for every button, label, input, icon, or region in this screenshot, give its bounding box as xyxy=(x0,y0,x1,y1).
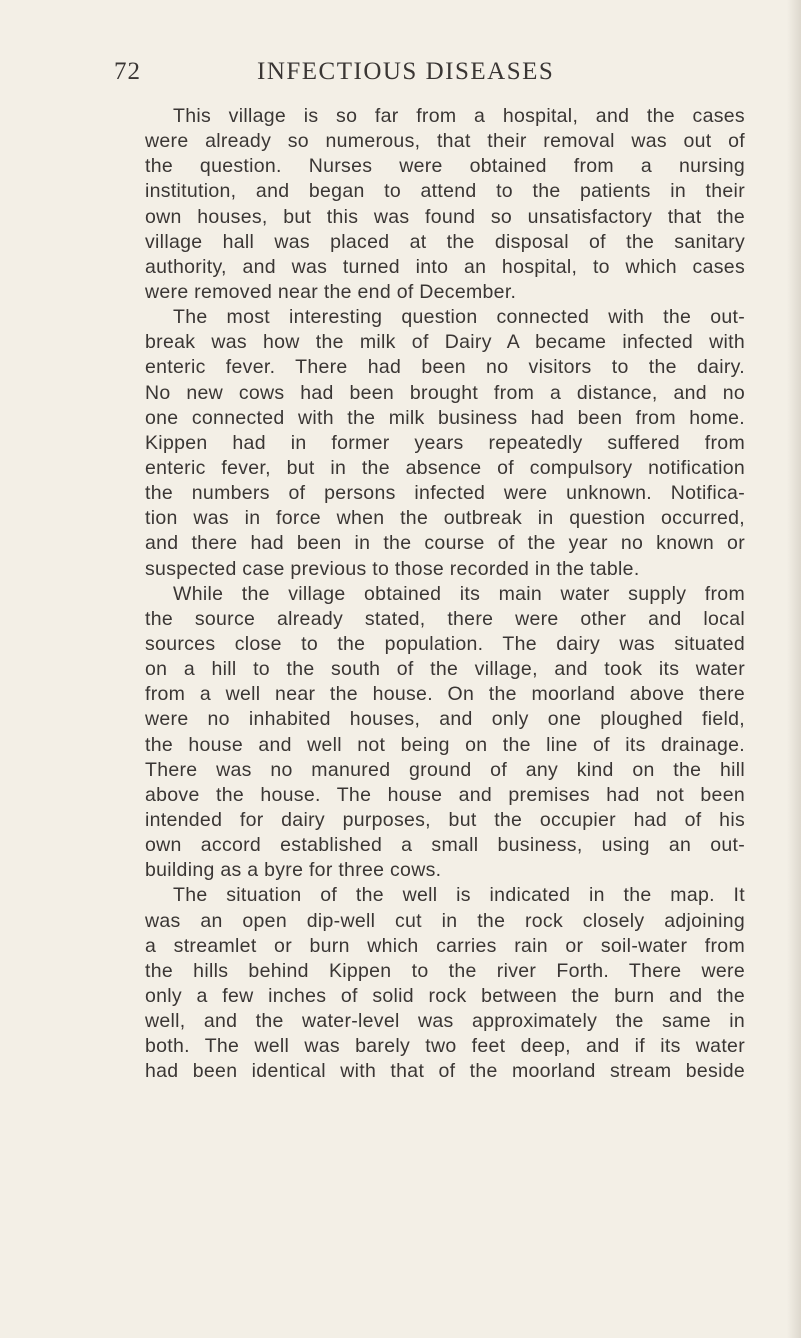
text-line: This village is so far from a hospital, and the cases xyxy=(173,105,745,127)
text-line: authority, and was turned into an hospital, to which cases xyxy=(145,255,745,278)
running-title: INFECTIOUS DISEASES xyxy=(257,58,555,85)
text-line: The situation of the well is indicated in the map. It xyxy=(173,884,745,907)
text-line: enteric fever, but in the absence of compulsory notification xyxy=(145,456,745,479)
text-line: the house and well not being on the line of its drainage. xyxy=(145,733,745,756)
text-line: had been identical with that of the moorland stream beside xyxy=(145,1060,745,1083)
text-line: There was no manured ground of any kind on the hill xyxy=(145,758,745,781)
text-line: intended for dairy purposes, but the occupier had of his xyxy=(145,808,745,831)
text-line: sources close to the population. The dairy was situated xyxy=(145,632,745,655)
text-line: the hills behind Kippen to the river Forth. There were xyxy=(145,959,745,982)
text-line: a streamlet or burn which carries rain or soil-water from xyxy=(145,934,745,957)
page-number: 72 xyxy=(114,58,141,85)
text-line: own accord established a small business, using an out- xyxy=(145,834,745,857)
text-line: While the village obtained its main water supply from xyxy=(173,582,745,605)
text-line: from a well near the house. On the moorland above there xyxy=(145,683,745,706)
text-line: enteric fever. There had been no visitors to the dairy. xyxy=(145,356,745,379)
text-line: were already so numerous, that their removal was out of xyxy=(145,130,745,153)
text-line: village hall was placed at the disposal of the sanitary xyxy=(145,230,745,253)
text-line: both. The well was barely two feet deep, and if its water xyxy=(145,1035,745,1058)
text-line: The most interesting question connected with the out- xyxy=(173,306,745,329)
text-line: and there had been in the course of the year no known or xyxy=(145,532,745,555)
text-line: own houses, but this was found so unsatisfactory that the xyxy=(145,205,745,228)
text-line: No new cows had been brought from a distance, and no xyxy=(145,381,745,404)
body-text xyxy=(145,104,745,1084)
text-line: institution, and began to attend to the patients in their xyxy=(145,180,745,203)
text-line: suspected case previous to those recorded in the table. xyxy=(145,557,640,580)
text-line: the numbers of persons infected were unknown. Notifica- xyxy=(145,482,745,505)
text-line: above the house. The house and premises had not been xyxy=(145,783,745,806)
text-line: the question. Nurses were obtained from a nursing xyxy=(145,155,745,178)
text-line: were no inhabited houses, and only one ploughed field, xyxy=(145,708,745,731)
text-line: well, and the water-level was approximately the same in xyxy=(145,1010,745,1033)
text-line: only a few inches of solid rock between the burn and the xyxy=(145,984,745,1007)
running-header xyxy=(114,58,714,98)
text-line: Kippen had in former years repeatedly suffered from xyxy=(145,431,745,454)
text-line: building as a byre for three cows. xyxy=(145,859,442,882)
text-line: on a hill to the south of the village, and took its water xyxy=(145,658,745,681)
text-line: tion was in force when the outbreak in question occurred, xyxy=(145,507,745,530)
text-line: the source already stated, there were other and local xyxy=(145,607,745,630)
text-line: were removed near the end of December. xyxy=(145,280,517,303)
page-edge-shadow xyxy=(787,0,801,1338)
text-line: one connected with the milk business had been from home. xyxy=(145,406,745,429)
text-line: break was how the milk of Dairy A became infected with xyxy=(145,331,745,354)
text-line: was an open dip-well cut in the rock closely adjoining xyxy=(145,909,745,932)
